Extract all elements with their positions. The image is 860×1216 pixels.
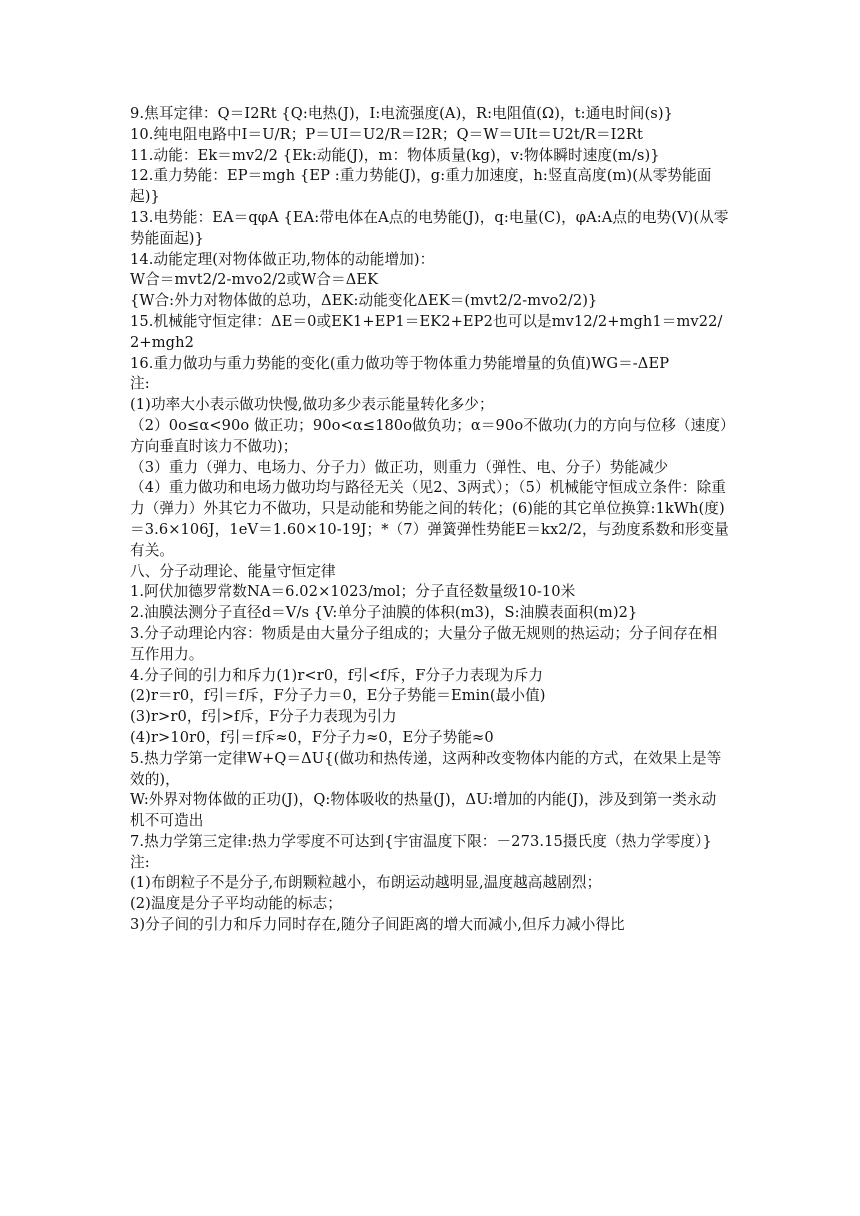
text-line: (2)r＝r0，f引＝f斥，F分子力＝0，E分子势能＝Emin(最小值)	[130, 687, 546, 705]
text-line: （2）0o≤α<90o 做正功；90o<α≤180o做负功；α＝90o不做功(力的方向与位移（速度）方向垂直时该力不做功)；	[130, 416, 728, 455]
text-line: （4）重力做功和电场力做功均与路径无关（见2、3两式）；（5）机械能守恒成立条件：除重力（弹力）外其它力不做功，只是动能和势能之间的转化；(6)能的其它单位换算:1kWh(度)＝3.6×106J，1eV＝1.60×10-19J；*（7）弹簧弹性势能E＝kx2/2，与劲度系数和形变量有关。	[130, 479, 729, 559]
text-line: 15.机械能守恒定律：ΔE＝0或EK1+EP1＝EK2+EP2也可以是mv12/2+mgh1＝mv22/2+mgh2	[130, 312, 723, 351]
text-line: (3)r>r0，f引>f斥，F分子力表现为引力	[130, 708, 397, 726]
text-line: 2.油膜法测分子直径d＝V/s {V:单分子油膜的体积(m3)，S:油膜表面积(m)2}	[130, 604, 638, 622]
section-heading: 八、分子动理论、能量守恒定律	[130, 562, 336, 580]
text-line: W合＝mvt2/2-mvo2/2或W合＝ΔEK	[130, 271, 379, 289]
text-line: 3)分子间的引力和斥力同时存在,随分子间距离的增大而减小,但斥力减小得比	[130, 916, 625, 934]
text-line: 4.分子间的引力和斥力(1)r<r0，f引<f斥，F分子力表现为斥力	[130, 666, 544, 684]
text-line: 1.阿伏加德罗常数NA＝6.02×1023/mol；分子直径数量级10-10米	[130, 583, 576, 601]
text-line: 11.动能：Ek＝mv2/2 {Ek:动能(J)，m：物体质量(kg)，v:物体瞬时速度(m/s)}	[130, 146, 660, 164]
text-line: 12.重力势能：EP＝mgh {EP :重力势能(J)，g:重力加速度，h:竖直高度(m)(从零势能面起)}	[130, 167, 712, 206]
text-line: 9.焦耳定律：Q＝I2Rt {Q:电热(J)，I:电流强度(A)，R:电阻值(Ω)，t:通电时间(s)}	[130, 105, 674, 122]
text-line: W:外界对物体做的正功(J)，Q:物体吸收的热量(J)，ΔU:增加的内能(J)，涉及到第一类永动机不可造出	[130, 791, 717, 830]
text-line: 7.热力学第三定律:热力学零度不可达到{宇宙温度下限：－273.15摄氏度（热力学零度）}	[130, 832, 712, 850]
text-line: (4)r>10r0，f引＝f斥≈0，F分子力≈0，E分子势能≈0	[130, 728, 494, 746]
text-line: (1)布朗粒子不是分子,布朗颗粒越小，布朗运动越明显,温度越高越剧烈；	[130, 874, 602, 892]
text-line: 注:	[130, 853, 150, 871]
text-line: 13.电势能：EA＝qφA {EA:带电体在A点的电势能(J)，q:电量(C)，φA:A点的电势(V)(从零势能面起)}	[130, 208, 729, 247]
text-line: 5.热力学第一定律W+Q＝ΔU{(做功和热传递，这两种改变物体内能的方式，在效果上是等效的)，	[130, 749, 722, 788]
text-line: (2)温度是分子平均动能的标志；	[130, 895, 342, 913]
text-line: 10.纯电阻电路中I＝U/R；P＝UI＝U2/R＝I2R；Q＝W＝UIt＝U2t/R＝I2Rt	[130, 125, 643, 143]
text-line: 3.分子动理论内容：物质是由大量分子组成的；大量分子做无规则的热运动；分子间存在相互作用力。	[130, 624, 718, 663]
text-line: (1)功率大小表示做功快慢,做功多少表示能量转化多少；	[130, 396, 494, 414]
text-line: （3）重力（弹力、电场力、分子力）做正功，则重力（弹性、电、分子）势能减少	[130, 458, 669, 476]
text-line: 注:	[130, 375, 150, 393]
text-line: 14.动能定理(对物体做正功,物体的动能增加)：	[130, 250, 435, 268]
document-body	[130, 104, 730, 936]
text-line: 16.重力做功与重力势能的变化(重力做功等于物体重力势能增量的负值)WG＝-ΔEP	[130, 354, 670, 372]
text-line: {W合:外力对物体做的总功，ΔEK:动能变化ΔEK＝(mvt2/2-mvo2/2)}	[130, 292, 598, 310]
